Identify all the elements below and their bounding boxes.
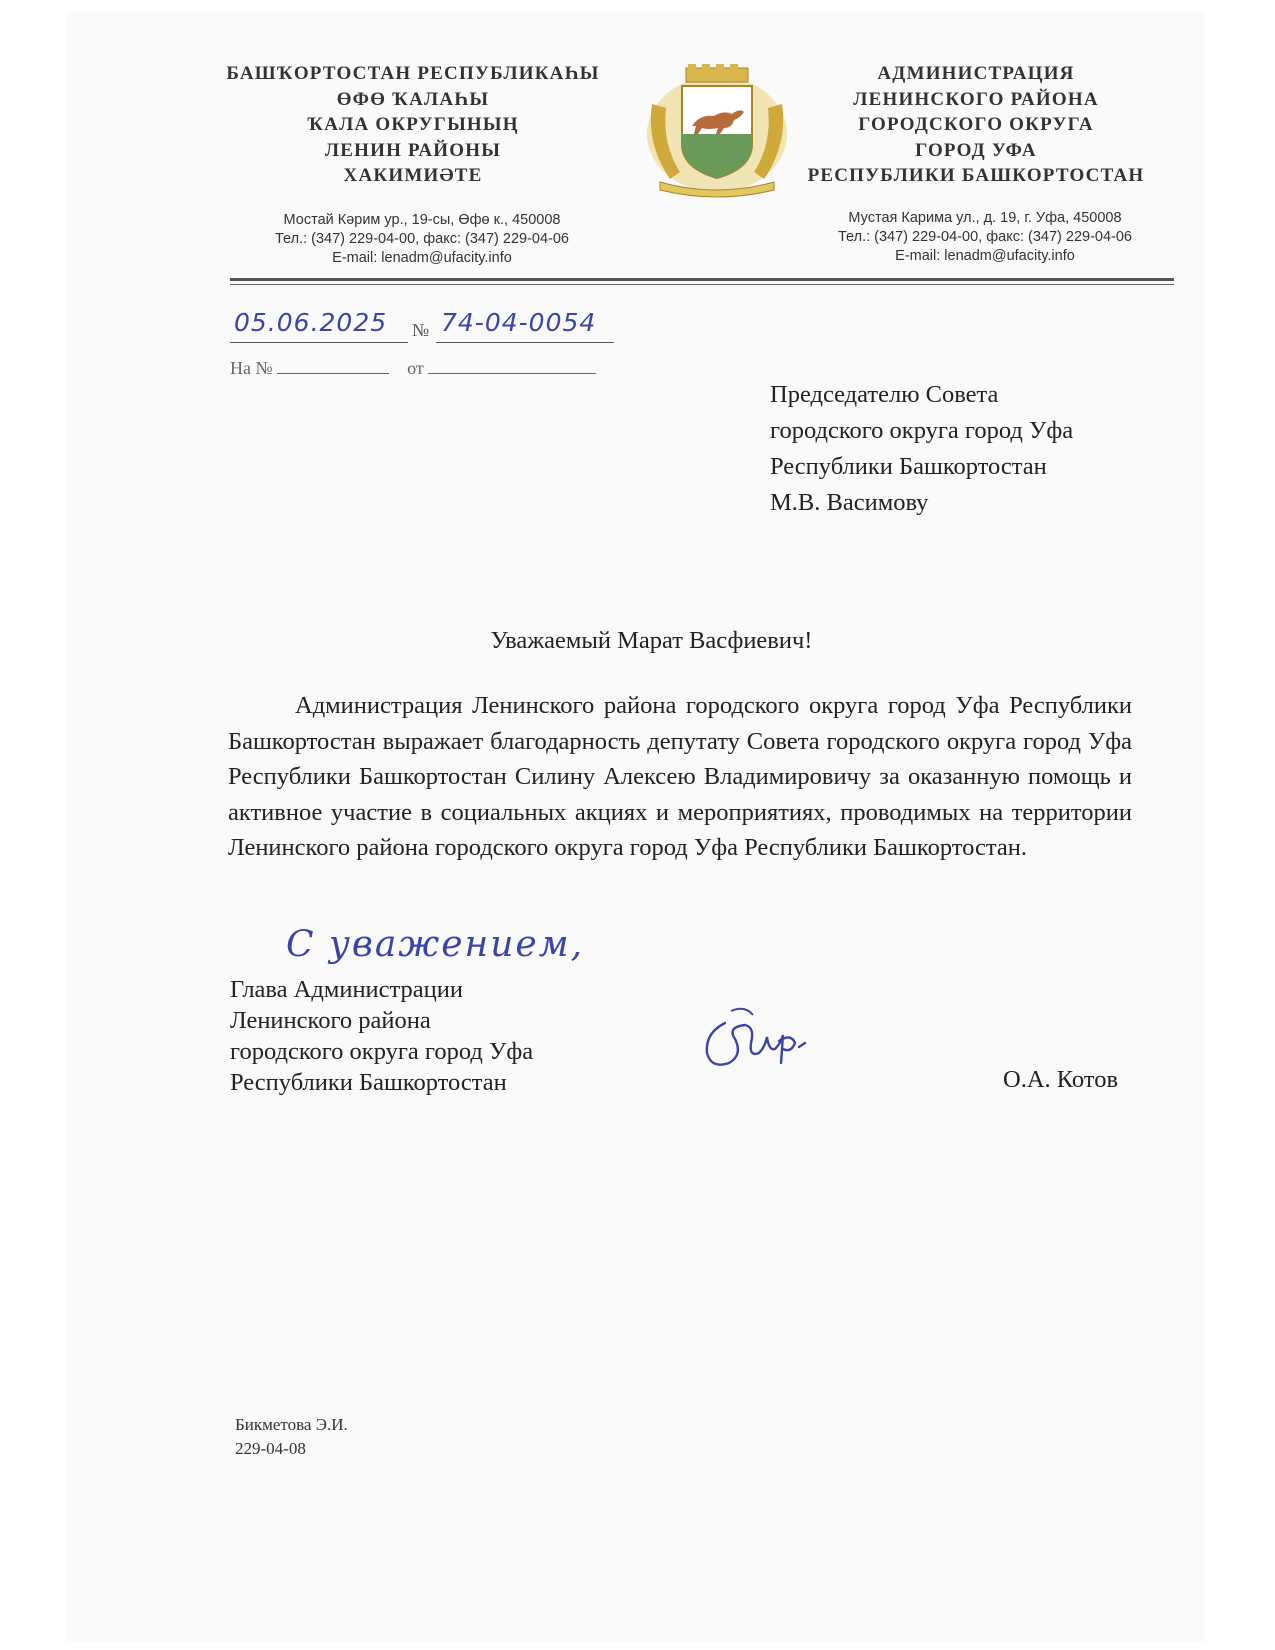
header-bashkir-org-name [218,61,608,189]
address-line: Тел.: (347) 229-04-00, факс: (347) 229-04-06 [274,231,569,247]
header-divider-thin [230,284,1174,285]
address-line: Тел.: (347) 229-04-00, факс: (347) 229-04-06 [837,229,1132,245]
registration-line [230,308,630,348]
header-russian-org-name [806,61,1146,189]
header-divider-thick [230,278,1174,281]
addressee-block [770,377,1073,521]
address-line: Мостай Кәрим ур., 19-сы, Өфө к., 450008 [283,212,561,228]
letter-body: Администрация Ленинского района городского округа город Уфа Республики Башкортостан выражает благодарность депутату Совета городского округа город Уфа Республики Башкортостан Силину Алексею Владимировичу за оказанную помощь и активное участие в социальных акциях и мероприятиях, проводимых на территории Ленинского района городского округа город Уфа Республики Башкортостан. [228,692,1132,861]
signatory-title-line: Республики Башкортостан [230,1069,507,1096]
handwritten-signature-icon [695,1003,825,1083]
reference-date-blank [428,359,596,374]
salutation: Уважаемый Марат Васфиевич! [490,627,813,654]
signatory-name: О.А. Котов [1003,1066,1119,1093]
address-line: Мустая Карима ул., д. 19, г. Уфа, 450008 [848,210,1122,226]
header-left-line: БАШҠОРТОСТАН РЕСПУБЛИКАҺЫ [226,63,600,84]
header-right-line: ГОРОДСКОГО ОКРУГА [858,114,1094,135]
address-bashkir [222,211,622,268]
handwritten-regards: С уважением, [286,924,585,965]
header-left-line: ХАКИМИӘТЕ [343,165,483,186]
number-underline [436,342,614,343]
header-right-line: ГОРОД УФА [915,139,1037,161]
executor-name: Бикметова Э.И. [235,1415,348,1434]
signatory-title [230,974,533,1098]
header-left-line: ҠАЛА ОКРУГЫНЫҢ [307,114,519,135]
number-sign: № [412,320,430,340]
signatory-title-line: Глава Администрации [230,976,464,1003]
reference-number-label: На № [230,358,273,378]
header-right-line: РЕСПУБЛИКИ БАШКОРТОСТАН [807,165,1145,186]
reference-number-blank [277,359,389,374]
executor-block [235,1413,348,1461]
addressee-line: Председателю Совета [770,381,999,408]
executor-phone: 229-04-08 [235,1439,306,1458]
registration-number: 74-04-0054 [441,308,597,337]
addressee-line: Республики Башкортостан [770,453,1047,480]
reference-line [230,358,596,379]
address-email: E-mail: lenadm@ufacity.info [895,248,1075,264]
addressee-line: городского округа город Уфа [770,417,1074,444]
signatory-title-line: городского округа город Уфа [230,1038,534,1065]
address-email: E-mail: lenadm@ufacity.info [332,250,512,266]
header-left-line: ЛЕНИН РАЙОНЫ [324,139,502,161]
header-right-line: АДМИНИСТРАЦИЯ [877,63,1075,84]
addressee-line: М.В. Васимову [770,489,929,516]
address-russian [800,209,1170,266]
header-left-line: ӨФӨ ҠАЛАҺЫ [336,88,490,110]
reference-date-label: от [407,358,424,378]
ufa-coat-of-arms-icon [640,64,794,200]
header-right-line: ЛЕНИНСКОГО РАЙОНА [853,88,1099,110]
signatory-title-line: Ленинского района [230,1007,431,1034]
registration-date: 05.06.2025 [234,308,388,337]
date-underline [230,342,408,343]
